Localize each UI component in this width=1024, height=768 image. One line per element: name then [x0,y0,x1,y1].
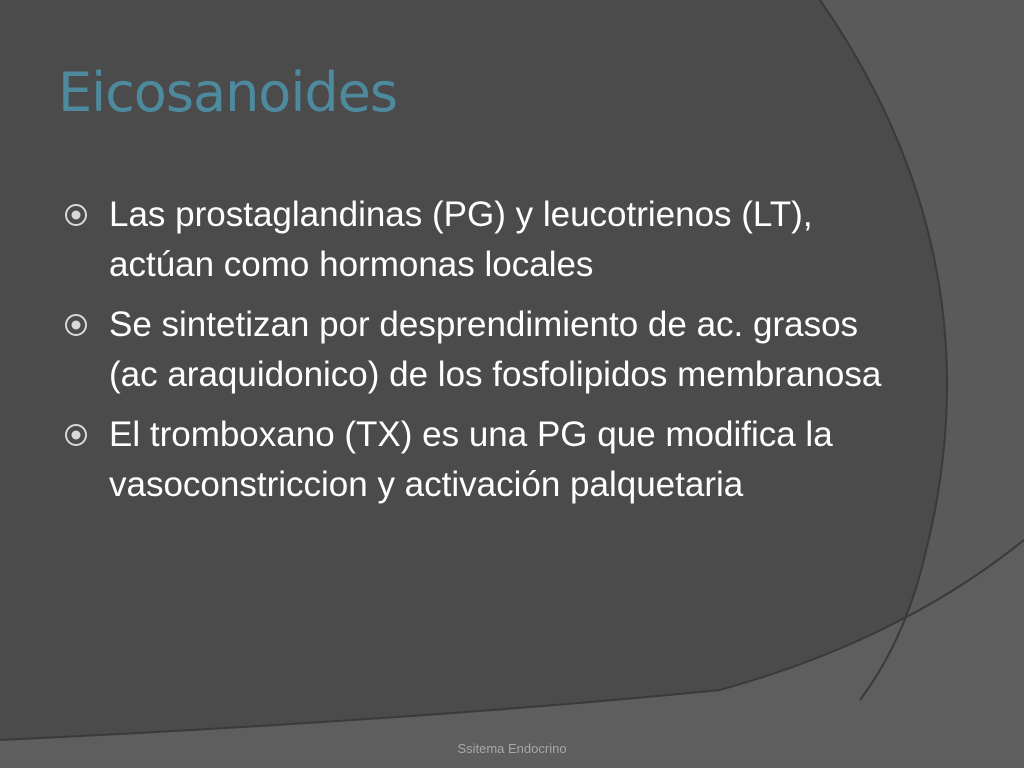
bullet-list [64,190,884,520]
bullet-text: Las prostaglandinas (PG) y leucotrienos (LT), actúan como hormonas locales [109,195,813,284]
bullet-item [64,300,884,400]
circled-target-icon [64,423,88,447]
bullet-text: Se sintetizan por desprendimiento de ac. grasos (ac araquidonico) de los fosfolipidos membranosa [109,305,882,394]
slide-footer: Ssitema Endocrino [457,741,567,756]
bullet-item [64,410,884,510]
bullet-text: El tromboxano (TX) es una PG que modifica la vasoconstriccion y activación palquetaria [109,415,833,504]
circled-target-icon [64,203,88,227]
bullet-item [64,190,884,290]
circled-target-icon [64,313,88,337]
slide-title: Eicosanoides [58,61,397,124]
